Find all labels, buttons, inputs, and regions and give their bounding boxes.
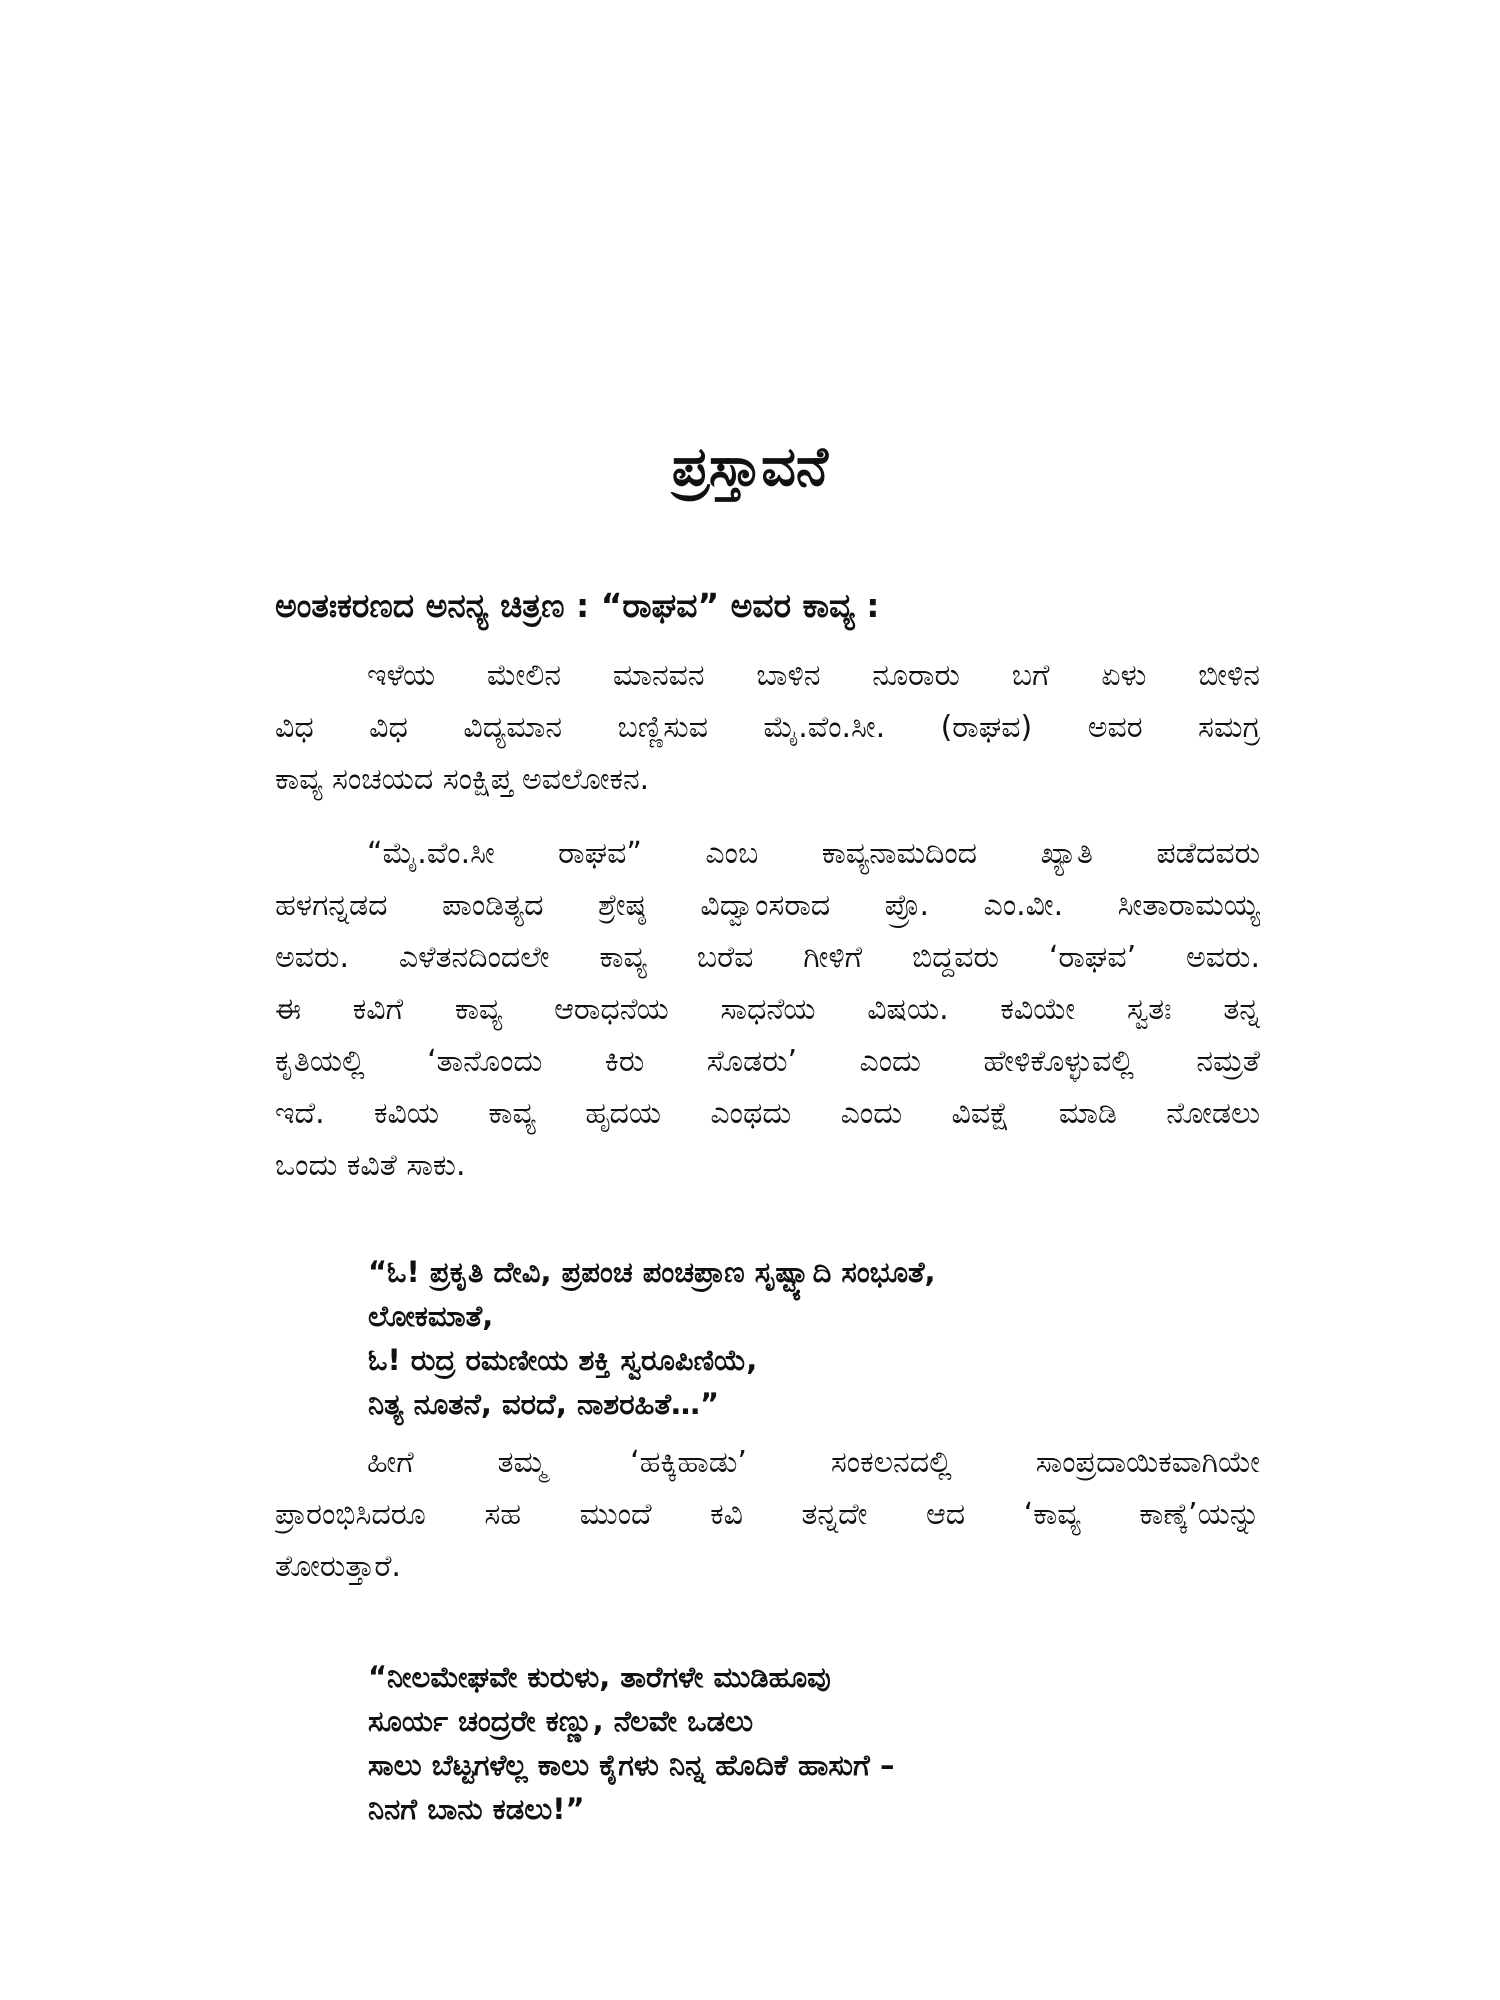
paragraph-line: ತೋರುತ್ತಾರೆ. <box>275 1549 401 1584</box>
section-heading: ಅಂತಃಕರಣದ ಅನನ್ಯ ಚಿತ್ರಣ : “ರಾಘವ” ಅವರ ಕಾವ್ಯ : <box>275 586 880 625</box>
paragraph-line: ಕಾವ್ಯ ಸಂಚಯದ ಸಂಕ್ಷಿಪ್ತ ಅವಲೋಕನ. <box>275 762 650 797</box>
verse-quote-2 <box>368 1655 894 1831</box>
verse-line: ನಿತ್ಯ ನೂತನೆ, ವರದೆ, ನಾಶರಹಿತೆ…” <box>368 1387 720 1421</box>
paragraph-line: ವಿಧ ವಿಧ ವಿದ್ಯಮಾನ ಬಣ್ಣಿಸುವ ಮೈ.ವೆಂ.ಸೀ. (ರಾಘವ) ಅವರ ಸಮಗ್ರ <box>275 710 1260 745</box>
paragraph-line: ಪ್ರಾರಂಭಿಸಿದರೂ ಸಹ ಮುಂದೆ ಕವಿ ತನ್ನದೇ ಆದ ‘ಕಾವ್ಯ ಕಾಣ್ಕೆ’ಯನ್ನು <box>275 1497 1260 1532</box>
verse-line: ಲೋಕಮಾತೆ, <box>368 1299 494 1333</box>
paragraph-line: ಹಳಗನ್ನಡದ ಪಾಂಡಿತ್ಯದ ಶ್ರೇಷ್ಠ ವಿದ್ವಾಂಸರಾದ ಪ್ರೊ. ಎಂ.ವೀ. ಸೀತಾರಾಮಯ್ಯ <box>275 888 1260 923</box>
paragraph-about-poet <box>275 828 1260 1192</box>
paragraph-line: ಇಳೆಯ ಮೇಲಿನ ಮಾನವನ ಬಾಳಿನ ನೂರಾರು ಬಗೆ ಏಳು ಬೀಳಿನ <box>367 658 1260 693</box>
verse-line: “ನೀಲಮೇಘವೇ ಕುರುಳು, ತಾರೆಗಳೇ ಮುಡಿಹೂವು <box>368 1660 831 1694</box>
paragraph-line: ಈ ಕವಿಗೆ ಕಾವ್ಯ ಆರಾಧನೆಯ ಸಾಧನೆಯ ವಿಷಯ. ಕವಿಯೇ ಸ್ವತಃ ತನ್ನ <box>275 992 1260 1027</box>
paragraph-line: ಇದೆ. ಕವಿಯ ಕಾವ್ಯ ಹೃದಯ ಎಂಥದು ಎಂದು ವಿವಕ್ಷೆ ಮಾಡಿ ನೋಡಲು <box>275 1096 1260 1131</box>
verse-line: “ಓ! ಪ್ರಕೃತಿ ದೇವಿ, ಪ್ರಪಂಚ ಪಂಚಪ್ರಾಣ ಸೃಷ್ಟ್ಯಾದಿ ಸಂಭೂತೆ, <box>368 1255 936 1289</box>
paragraph-line: ಕೃತಿಯಲ್ಲಿ ‘ತಾನೊಂದು ಕಿರು ಸೊಡರು’ ಎಂದು ಹೇಳಿಕೊಳ್ಳುವಲ್ಲಿ ನಮ್ರತೆ <box>275 1044 1260 1079</box>
page-title: ಪ್ರಸ್ತಾವನೆ <box>671 435 829 498</box>
verse-line: ಓ! ರುದ್ರ ರಮಣೀಯ ಶಕ್ತಿ ಸ್ವರೂಪಿಣಿಯೆ, <box>368 1343 758 1377</box>
paragraph-line: ಒಂದು ಕವಿತೆ ಸಾಕು. <box>275 1148 466 1183</box>
paragraph-line: ಹೀಗೆ ತಮ್ಮ ‘ಹಕ್ಕಿಹಾಡು’ ಸಂಕಲನದಲ್ಲಿ ಸಾಂಪ್ರದಾಯಿಕವಾಗಿಯೇ <box>367 1445 1260 1480</box>
paragraph-line: ಅವರು. ಎಳೆತನದಿಂದಲೇ ಕಾವ್ಯ ಬರೆವ ಗೀಳಿಗೆ ಬಿದ್ದವರು ‘ರಾಘವ’ ಅವರು. <box>275 940 1260 975</box>
paragraph-line: “ಮೈ.ವೆಂ.ಸೀ ರಾಘವ” ಎಂಬ ಕಾವ್ಯನಾಮದಿಂದ ಖ್ಯಾತಿ ಪಡೆದವರು <box>367 836 1260 871</box>
paragraph-collection <box>275 1437 1260 1593</box>
verse-line: ಸಾಲು ಬೆಟ್ಟಗಳೆಲ್ಲ ಕಾಲು ಕೈಗಳು ನಿನ್ನ ಹೊದಿಕೆ ಹಾಸುಗೆ – <box>368 1748 895 1782</box>
verse-quote-1 <box>368 1250 936 1426</box>
verse-line: ನಿನಗೆ ಬಾನು ಕಡಲು!” <box>368 1792 585 1826</box>
paragraph-intro <box>275 650 1260 806</box>
verse-line: ಸೂರ್ಯ ಚಂದ್ರರೇ ಕಣ್ಣು, ನೆಲವೇ ಒಡಲು <box>368 1704 754 1738</box>
